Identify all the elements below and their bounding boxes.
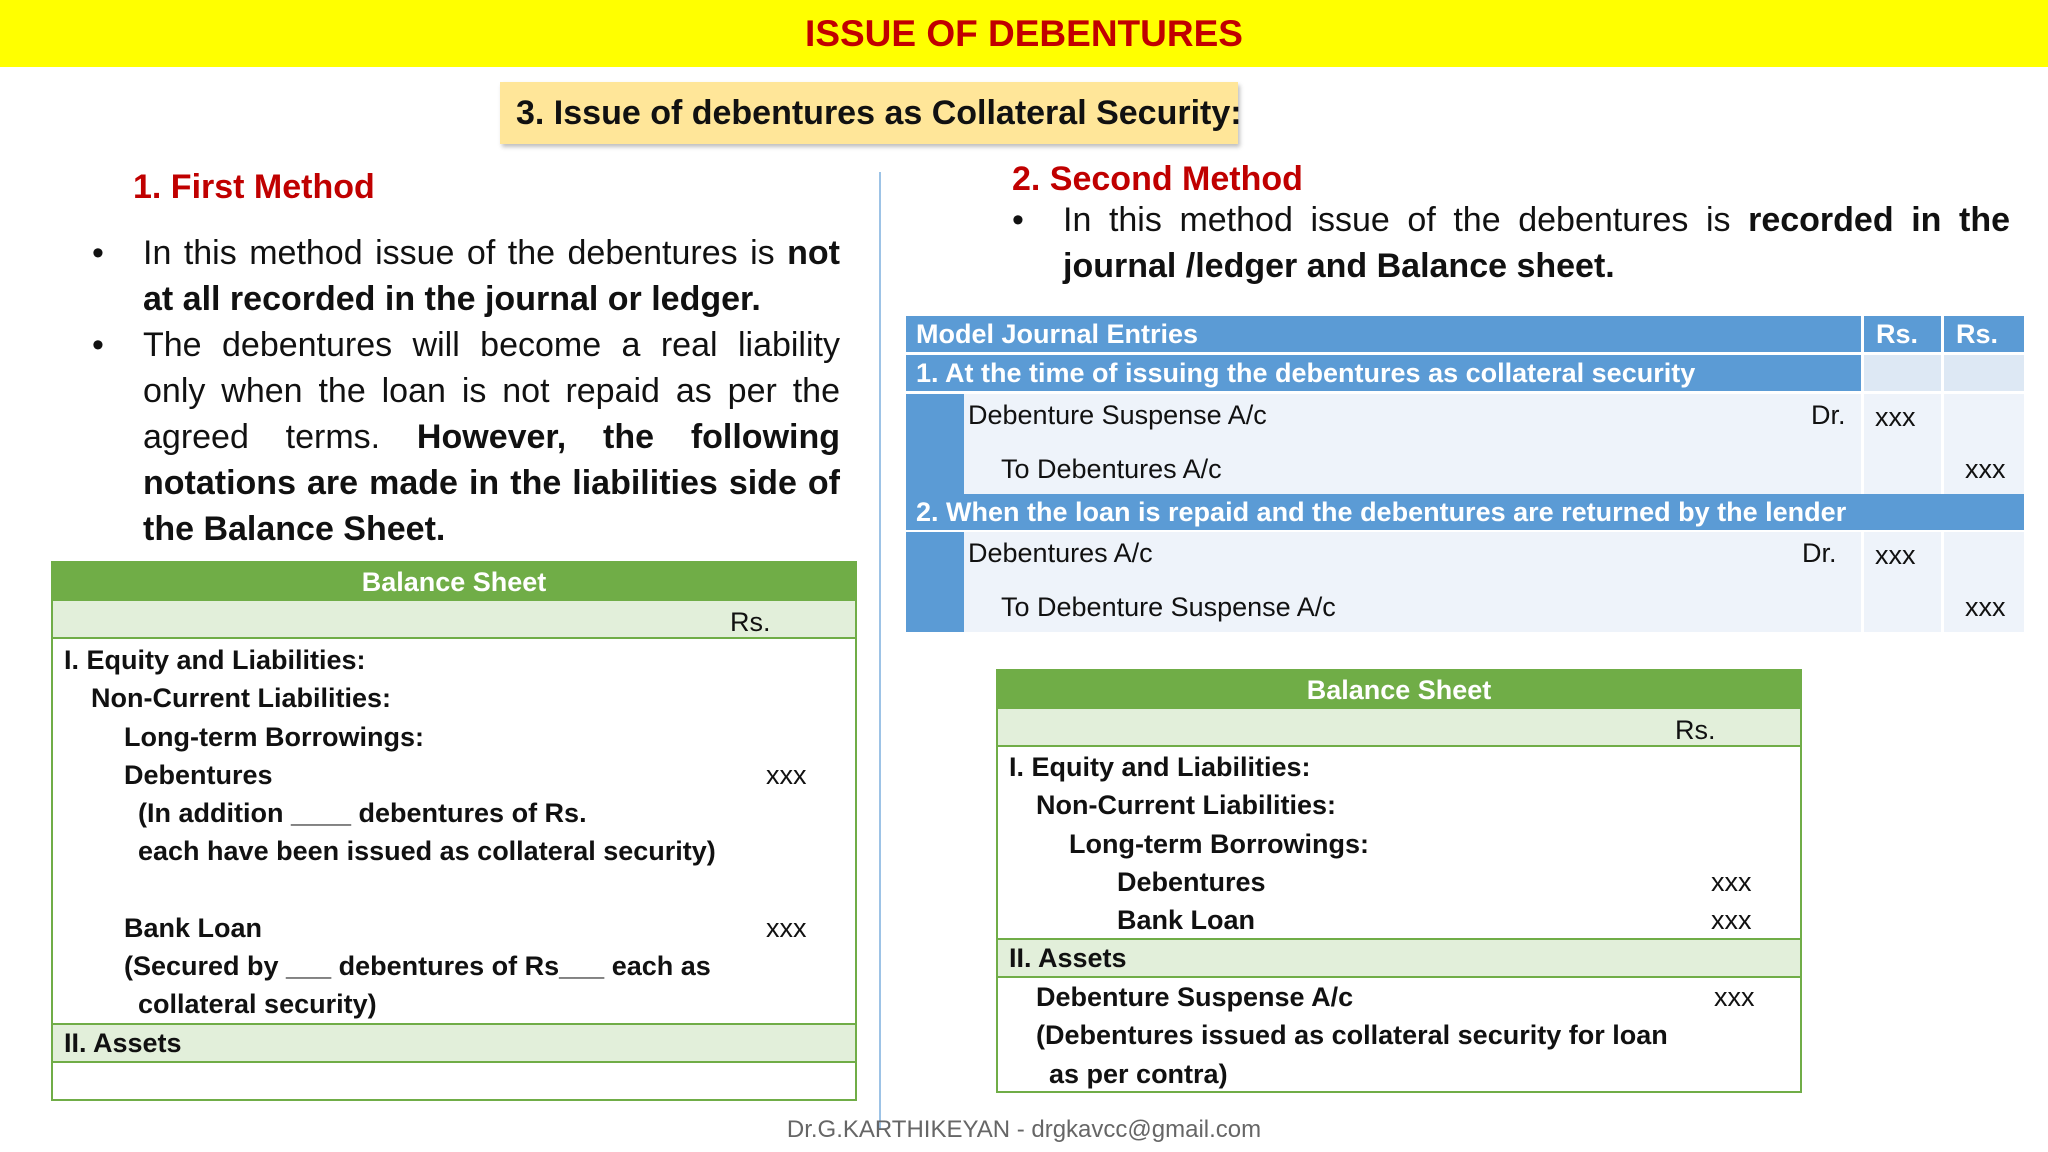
long-term-borrowings-label: Long-term Borrowings: (124, 722, 424, 752)
balance-sheet-rs-row (53, 601, 855, 639)
second-method-heading: 2. Second Method (1012, 160, 1303, 198)
journal-rs-column-2: Rs. (1944, 316, 2024, 352)
balance-sheet-title: Balance Sheet (998, 671, 1800, 709)
journal-header: Model Journal Entries (906, 316, 1861, 352)
secured-note-line-2: collateral security) (138, 989, 377, 1019)
entry-2-credit-account: To Debenture Suspense A/c (1001, 592, 1336, 622)
journal-entry-1-credit-col (1944, 394, 2024, 494)
debentures-amount: xxx (1711, 867, 1752, 897)
assets-label: II. Assets (64, 1028, 182, 1058)
entry-2-dr: Dr. (1802, 538, 1837, 568)
entry-2-debit-amount: xxx (1875, 540, 1916, 570)
balance-sheet-first-method (51, 561, 857, 1101)
bullet-text: In this method issue of the debentures is (1063, 201, 1749, 239)
first-method-bullet-1 (92, 230, 840, 322)
first-method-bullets (92, 230, 840, 552)
non-current-liabilities-label: Non-Current Liabilities: (91, 683, 392, 713)
rs-column-label: Rs. (1675, 715, 1716, 745)
collateral-note-line-2: each have been issued as collateral security) (138, 836, 716, 866)
debentures-label: Debentures (124, 760, 273, 790)
journal-entry-2-title: 2. When the loan is repaid and the debentures are returned by the lender (906, 494, 2024, 530)
section-subtitle: 3. Issue of debentures as Collateral Security: (500, 82, 1238, 144)
bullet-text: The debentures will become a real liability only when the loan is not repaid as per the agreed terms. (143, 326, 840, 456)
journal-entry-2-marker (906, 532, 964, 632)
long-term-borrowings-label: Long-term Borrowings: (1069, 829, 1369, 859)
bullet-emphasis: recorded in the journal /ledger and Balance sheet. (1063, 201, 2011, 285)
debenture-suspense-amount: xxx (1714, 982, 1755, 1012)
rs-column-label: Rs. (730, 607, 771, 637)
slide-title: ISSUE OF DEBENTURES (805, 13, 1243, 54)
non-current-liabilities-label: Non-Current Liabilities: (1036, 790, 1337, 820)
bullet-emphasis: not at all recorded in the journal or ledger. (143, 234, 840, 318)
second-method-bullets (1012, 197, 2010, 289)
journal-entry-1-particulars (964, 394, 1861, 494)
journal-entry-2-debit-col (1864, 532, 1941, 632)
bullet-emphasis: However, the following notations are made in the liabilities side of the Balance Sheet. (143, 418, 840, 548)
journal-entry-1-title-rs1 (1864, 355, 1941, 391)
debentures-amount: xxx (766, 760, 807, 790)
bank-loan-label: Bank Loan (124, 913, 263, 943)
entry-2-debit-account: Debentures A/c (968, 538, 1153, 568)
secured-note-line-1: (Secured by ___ debentures of Rs___ each as (124, 951, 711, 981)
bank-loan-label: Bank Loan (1117, 905, 1256, 935)
journal-entry-2-particulars (964, 532, 1861, 632)
collateral-note-line-1: (In addition ____ debentures of Rs. (138, 798, 587, 828)
balance-sheet-rs-row (998, 709, 1800, 747)
debentures-label: Debentures (1117, 867, 1266, 897)
journal-entry-1-title: 1. At the time of issuing the debentures as collateral security (906, 355, 1861, 391)
debenture-suspense-label: Debenture Suspense A/c (1036, 982, 1354, 1012)
entry-1-credit-account: To Debentures A/c (1001, 454, 1222, 484)
balance-sheet-second-method (996, 669, 1802, 1093)
journal-entry-1-debit-col (1864, 394, 1941, 494)
assets-row (53, 1023, 855, 1063)
entry-1-debit-account: Debenture Suspense A/c (968, 400, 1267, 430)
first-method-heading: 1. First Method (133, 168, 375, 206)
contra-note-line-2: as per contra) (1049, 1059, 1228, 1089)
assets-label: II. Assets (1009, 943, 1127, 973)
journal-entry-1-marker (906, 394, 964, 494)
balance-sheet-title: Balance Sheet (53, 563, 855, 601)
model-journal-entries-table (906, 316, 2024, 632)
column-divider (879, 172, 881, 1130)
author-footer: Dr.G.KARTHIKEYAN - drgkavcc@gmail.com (786, 1116, 1262, 1143)
bank-loan-amount: xxx (766, 913, 807, 943)
first-method-bullet-2 (92, 322, 840, 552)
equity-liabilities-label: I. Equity and Liabilities: (64, 645, 366, 675)
entry-1-credit-amount: xxx (1965, 454, 2006, 484)
entry-2-credit-amount: xxx (1965, 592, 2006, 622)
entry-1-debit-amount: xxx (1875, 402, 1916, 432)
bullet-text: In this method issue of the debentures is (143, 234, 788, 272)
contra-note-line-1: (Debentures issued as collateral security for loan (1036, 1020, 1668, 1050)
bank-loan-amount: xxx (1711, 905, 1752, 935)
entry-1-dr: Dr. (1811, 400, 1846, 430)
journal-rs-column-1: Rs. (1864, 316, 1941, 352)
second-method-bullet-1 (1012, 197, 2010, 289)
journal-entry-1-title-rs2 (1944, 355, 2024, 391)
equity-liabilities-label: I. Equity and Liabilities: (1009, 752, 1311, 782)
journal-entry-2-credit-col (1944, 532, 2024, 632)
assets-row (998, 938, 1800, 978)
